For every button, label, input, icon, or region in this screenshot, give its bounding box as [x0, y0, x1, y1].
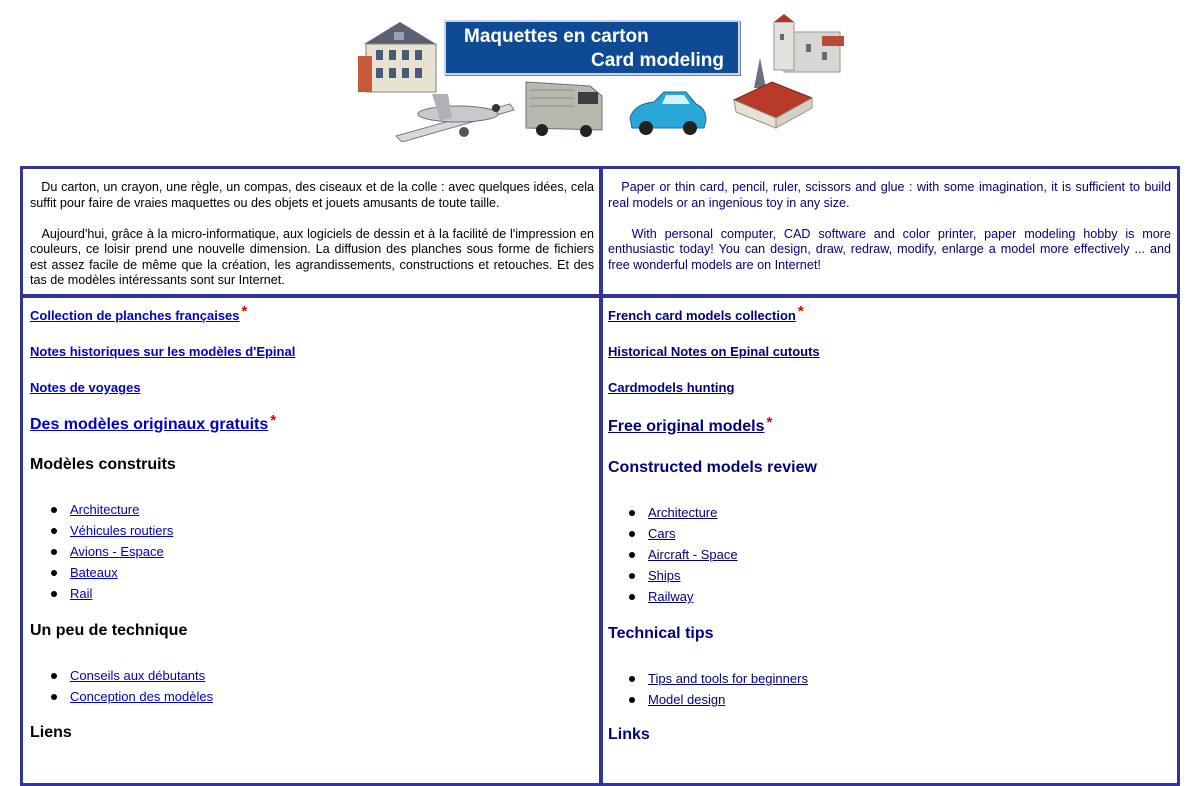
content-grid: [20, 166, 1180, 786]
new-marker: *: [797, 303, 804, 320]
new-marker: *: [766, 414, 773, 431]
list-item: [30, 499, 173, 520]
tech-heading: Un peu de technique: [30, 622, 188, 639]
built-ships-link[interactable]: Bateaux: [70, 565, 118, 580]
list-item: [30, 562, 173, 583]
historic-notes-link[interactable]: Notes historiques sur les modèles d'Epinal: [30, 344, 296, 359]
built-models-heading: Constructed models review: [608, 459, 817, 476]
list-item: [608, 523, 738, 544]
list-item: [30, 541, 173, 562]
free-models-link[interactable]: Des modèles originaux gratuits: [30, 416, 269, 433]
banner-title-fr: Maquettes en carton: [464, 26, 649, 47]
historic-link-row: [608, 344, 820, 359]
links-heading: Links: [608, 726, 650, 743]
built-aircraft-link[interactable]: Aircraft - Space: [648, 547, 738, 562]
historic-link-row: [30, 344, 295, 359]
new-marker: *: [241, 303, 248, 320]
list-item: [608, 668, 808, 689]
built-railway-link[interactable]: Railway: [648, 589, 694, 604]
cardmodels-hunting-link[interactable]: Cardmodels hunting: [608, 380, 735, 395]
list-item: [608, 586, 738, 607]
list-item: [30, 520, 173, 541]
collection-link[interactable]: Collection de planches françaises: [30, 308, 240, 323]
built-ships-link[interactable]: Ships: [648, 568, 681, 583]
built-architecture-link[interactable]: Architecture: [70, 502, 140, 517]
airplane-image: [392, 84, 518, 142]
list-item: [608, 689, 808, 710]
historic-notes-link[interactable]: Historical Notes on Epinal cutouts: [608, 344, 820, 359]
intro-fr: [30, 180, 594, 304]
collection-link[interactable]: French card models collection: [608, 308, 796, 323]
built-architecture-link[interactable]: Architecture: [648, 505, 718, 520]
grid-vertical-divider: [599, 169, 603, 783]
list-item: [30, 665, 213, 686]
tech-list: [608, 668, 808, 710]
new-marker: *: [270, 412, 277, 429]
intro-en: [608, 180, 1171, 289]
collection-link-row: [30, 303, 248, 324]
intro-en-paragraph-1: Paper or thin card, pencil, ruler, scissors and glue : with some imagination, it is sufficient to build real models or an ingenious toy in any size.: [608, 180, 1171, 210]
built-rail-link[interactable]: Rail: [70, 586, 93, 601]
links-heading: Liens: [30, 724, 72, 741]
intro-en-paragraph-2: With personal computer, CAD software and color printer, paper modeling hobby is more enthusiastic today! You can design, draw, redraw, modify, enlarge a model more effectively ... and free wonderful models are on Internet!: [608, 226, 1171, 272]
list-item: [608, 565, 738, 586]
banner-title-en: Card modeling: [590, 50, 724, 71]
tech-design-link[interactable]: Conception des modèles: [70, 689, 214, 704]
tech-beginners-link[interactable]: Tips and tools for beginners: [648, 671, 808, 686]
tech-design-link[interactable]: Model design: [648, 692, 726, 707]
tech-list: [30, 665, 213, 707]
list-item: [608, 502, 738, 523]
free-models-link[interactable]: Free original models: [608, 418, 765, 435]
free-models-link-row: [608, 414, 773, 436]
built-cars-link[interactable]: Cars: [648, 526, 676, 541]
travel-notes-link[interactable]: Notes de voyages: [30, 380, 141, 395]
van-image: [520, 76, 606, 138]
built-aircraft-link[interactable]: Avions - Espace: [70, 544, 164, 559]
built-models-list: [608, 502, 738, 607]
tech-heading: Technical tips: [608, 625, 714, 642]
car-image: [624, 84, 710, 140]
travel-link-row: [608, 380, 734, 395]
intro-fr-paragraph-1: Du carton, un crayon, une règle, un compas, des ciseaux et de la colle : avec quelques idées, cela suffit pour faire de vraies maquettes ou des objets et jouets amusants de toute taille.: [30, 180, 595, 210]
banner-title-box: [444, 20, 740, 75]
built-models-list: [30, 499, 173, 604]
free-models-link-row: [30, 412, 277, 434]
site-banner: [352, 12, 852, 146]
intro-fr-paragraph-2: Aujourd'hui, grâce à la micro-informatique, aux logiciels de dessin et à la facilité de l'impression en couleurs, ce loisir prend une nouvelle dimension. La diffusion des planches sous forme de fichiers est assez facile de même que la création, les agrandissements, constructions et retouches. Et des tas de modèles intéressants sont sur Internet.: [30, 226, 594, 287]
built-vehicles-link[interactable]: Véhicules routiers: [70, 523, 174, 538]
tech-beginners-link[interactable]: Conseils aux débutants: [70, 668, 206, 683]
church-image: [728, 54, 814, 134]
list-item: [30, 583, 173, 604]
list-item: [608, 544, 738, 565]
list-item: [30, 686, 213, 707]
travel-link-row: [30, 380, 141, 395]
built-models-heading: Modèles construits: [30, 456, 176, 473]
collection-link-row: [608, 303, 804, 324]
